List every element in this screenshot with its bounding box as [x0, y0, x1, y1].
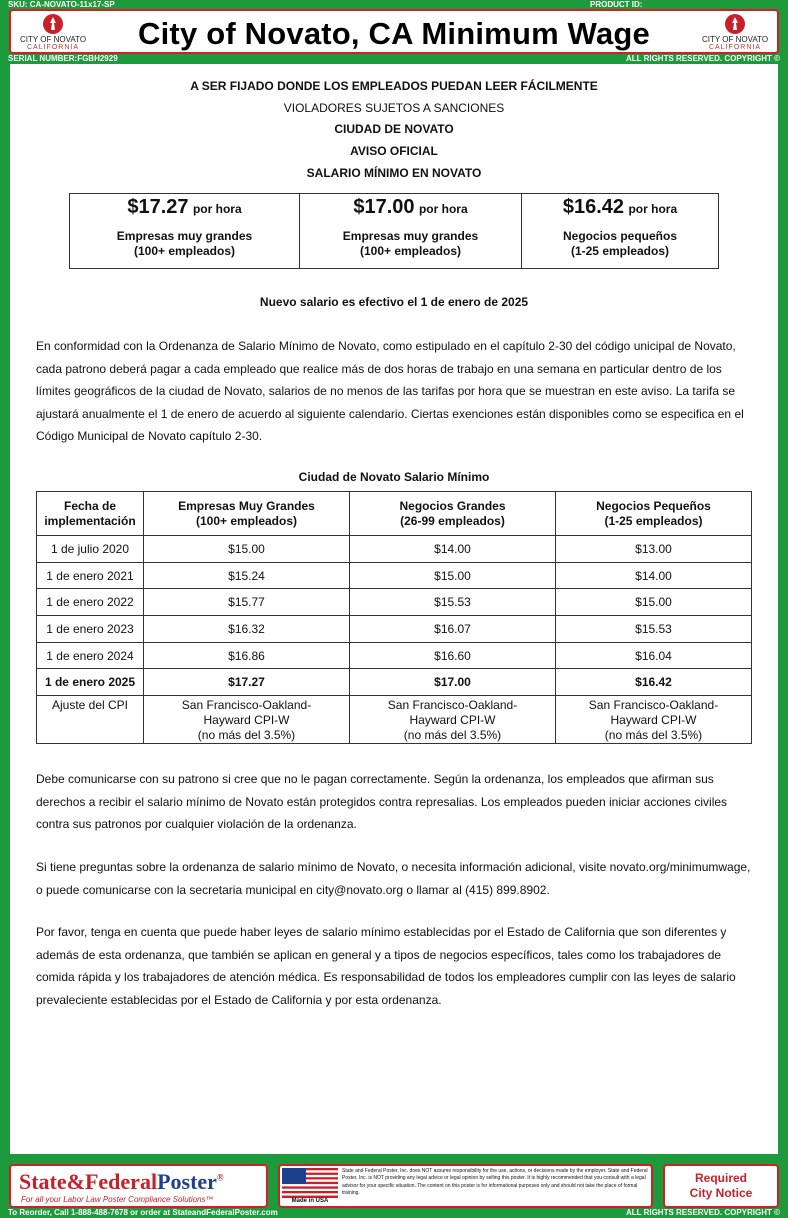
seal-state-name: CALIFORNIA [26, 44, 79, 51]
notice-line-2: VIOLADORES SUJETOS A SANCIONES [283, 101, 505, 115]
rate-label: Negocios pequeños [562, 229, 678, 243]
rate-label: Empresas muy grandes [116, 229, 253, 243]
required-label: Required [694, 1171, 747, 1185]
state-law-paragraph: Por favor, tenga en cuenta que puede haber leyes de salario mínimo establecidas por el Estado de California que son diferentes y además de esta ordenanza, que también se aplican en general y a tipos de negocios específicos, tales como los trabajadores de comida rápida y los trabajadores de atención médica. Es responsabilidad de todos los empleadores cumplir con las leyes de salario prevaleciente establecidas por el Estado de California y por esta ordenanza. [36, 925, 736, 1007]
cell-cpi-value: San Francisco-Oakland- Hayward CPI-W (no más del 3.5%) [350, 696, 556, 744]
cell-large: $15.53 [350, 589, 556, 616]
cell-very-large: $15.24 [144, 562, 350, 589]
rate-unit: por hora [192, 202, 242, 216]
cell-large: $14.00 [350, 536, 556, 563]
poster-title: City of Novato, CA Minimum Wage [138, 16, 650, 51]
cell-large: $16.07 [350, 616, 556, 643]
notice-line-5: SALARIO MÍNIMO EN NOVATO [306, 166, 482, 180]
cell-small: $13.00 [556, 536, 752, 563]
cell-date: 1 de enero 2021 [37, 562, 144, 589]
cell-small: $16.42 [556, 669, 752, 696]
product-id-label: PRODUCT ID: [590, 0, 643, 9]
disclaimer-text: State and Federal Poster, Inc. does NOT assume responsibility for the use, actions, or decisions made by the employer. State and Federal Poster, Inc. is NOT providing any legal advice or legal opinion by selling this poster. It is highly recommended that you consult with a legal advisor for your specific situation. The content on this poster is for informational purposes only and should not take the place of formal training. [342, 1168, 648, 1197]
rate-label: Empresas muy grandes [342, 229, 479, 243]
rate-unit: por hora [628, 202, 678, 216]
poster-body [10, 64, 778, 1154]
seal-city-name: CITY OF NOVATO [19, 35, 87, 44]
copyright-bottom: ALL RIGHTS RESERVED. COPYRIGHT © [625, 1208, 780, 1217]
col-header-date: Fecha de implementación [37, 492, 144, 536]
table-row [37, 642, 752, 669]
rate-cell [522, 194, 719, 269]
contact-paragraph: Si tiene preguntas sobre la ordenanza de salario mínimo de Novato, o necesita información adicional, visite novato.org/minimumwage, o puede comunicarse con la secretaria municipal en city@novato.org o llamar al (415) 899.8902. [36, 860, 751, 897]
city-seal-right [695, 13, 775, 53]
col-header-large: Negocios Grandes (26-99 empleados) [350, 492, 556, 536]
brand-logo-box [9, 1164, 268, 1208]
cell-small: $15.53 [556, 616, 752, 643]
bottom-strip [0, 1208, 788, 1218]
table-row-cpi [37, 696, 752, 744]
rate-unit: por hora [418, 202, 468, 216]
city-notice-label: City Notice [689, 1186, 753, 1200]
disclaimer-box [278, 1164, 653, 1208]
table-row [37, 536, 752, 563]
copyright-top: ALL RIGHTS RESERVED. COPYRIGHT © [625, 54, 780, 63]
cell-large: $17.00 [350, 669, 556, 696]
intro-paragraph: En conformidad con la Ordenanza de Salario Mínimo de Novato, como estipulado en el capítulo 2-30 del código unicipal de Novato, cada patrono deberá pagar a cada empleado que realice más de dos horas de trabajo en una semana en particular dentro de los límites geográficos de la ciudad de Novato, salarios de no menos de las tarifas por hora que se muestran en este aviso. La tarifa se ajustará anualmente el 1 de enero de acuerdo al siguiente calendario. Ciertas exenciones están disponibles como se especifica en el Código Municipal de Novato capítulo 2-30. [36, 339, 744, 443]
cell-cpi-value: San Francisco-Oakland- Hayward CPI-W (no más del 3.5%) [556, 696, 752, 744]
col-header-small: Negocios Pequeños (1-25 empleados) [556, 492, 752, 536]
rate-sublabel: (1-25 empleados) [570, 244, 670, 258]
cell-cpi-label: Ajuste del CPI [37, 696, 144, 744]
seal-state-name: CALIFORNIA [708, 44, 761, 51]
cell-large: $16.60 [350, 642, 556, 669]
serial-number: SERIAL NUMBER:FGBH2929 [8, 54, 118, 63]
poster-header [9, 9, 779, 54]
cell-date: 1 de enero 2025 [37, 669, 144, 696]
brand-logo: State&FederalPoster® [19, 1169, 224, 1194]
cell-very-large: $15.77 [144, 589, 350, 616]
notice-line-1: A SER FIJADO DONDE LOS EMPLEADOS PUEDAN LEER FÁCILMENTE [190, 79, 598, 93]
rate-amount: $17.00 [353, 196, 415, 218]
cell-cpi-value: San Francisco-Oakland- Hayward CPI-W (no más del 3.5%) [144, 696, 350, 744]
cell-small: $16.04 [556, 642, 752, 669]
seal-icon [724, 13, 746, 35]
rights-paragraph: Debe comunicarse con su patrono si cree que no le pagan correctamente. Según la ordenanza, los empleados que afirman sus derechos a recibir el salario mínimo de Novato están protegidos contra represalias. Los empleados pueden iniciar acciones civiles contra sus patronos por cualquier violación de la ordenanza. [36, 772, 728, 831]
rate-sublabel: (100+ empleados) [133, 244, 236, 258]
effective-date-note: Nuevo salario es efectivo el 1 de enero de 2025 [259, 295, 529, 309]
sku-label: SKU: CA-NOVATO-11x17-SP [8, 0, 115, 9]
rate-sublabel: (100+ empleados) [359, 244, 462, 258]
schedule-header-row [37, 492, 752, 536]
col-header-very-large: Empresas Muy Grandes (100+ empleados) [144, 492, 350, 536]
cell-date: 1 de enero 2022 [37, 589, 144, 616]
table-row-current [37, 669, 752, 696]
schedule-table [36, 491, 752, 744]
serial-strip [0, 54, 788, 64]
reorder-text: To Reorder, Call 1-888-488-7678 or order at StateandFederalPoster.com [8, 1208, 278, 1217]
table-row [37, 562, 752, 589]
rate-amount: $16.42 [562, 196, 625, 218]
cell-very-large: $16.86 [144, 642, 350, 669]
cell-date: 1 de julio 2020 [37, 536, 144, 563]
table-row [37, 589, 752, 616]
cell-date: 1 de enero 2023 [37, 616, 144, 643]
rate-cell [70, 194, 300, 269]
cell-very-large: $15.00 [144, 536, 350, 563]
rate-cell [300, 194, 522, 269]
current-rates-table [69, 193, 719, 269]
notice-line-3: CIUDAD DE NOVATO [334, 122, 454, 136]
cell-small: $14.00 [556, 562, 752, 589]
cell-large: $15.00 [350, 562, 556, 589]
brand-tagline: For all your Labor Law Poster Compliance Solutions™ [21, 1195, 214, 1204]
seal-city-name: CITY OF NOVATO [701, 35, 769, 44]
cell-very-large: $17.27 [144, 669, 350, 696]
notice-line-4: AVISO OFICIAL [350, 144, 438, 158]
schedule-title: Ciudad de Novato Salario Mínimo [298, 470, 490, 484]
table-row [37, 616, 752, 643]
cell-date: 1 de enero 2024 [37, 642, 144, 669]
cell-small: $15.00 [556, 589, 752, 616]
us-flag-icon [282, 1168, 338, 1198]
rate-amount: $17.27 [127, 196, 189, 218]
required-notice-box [663, 1164, 779, 1208]
cell-very-large: $16.32 [144, 616, 350, 643]
made-in-usa: Made in USA [291, 1198, 329, 1204]
